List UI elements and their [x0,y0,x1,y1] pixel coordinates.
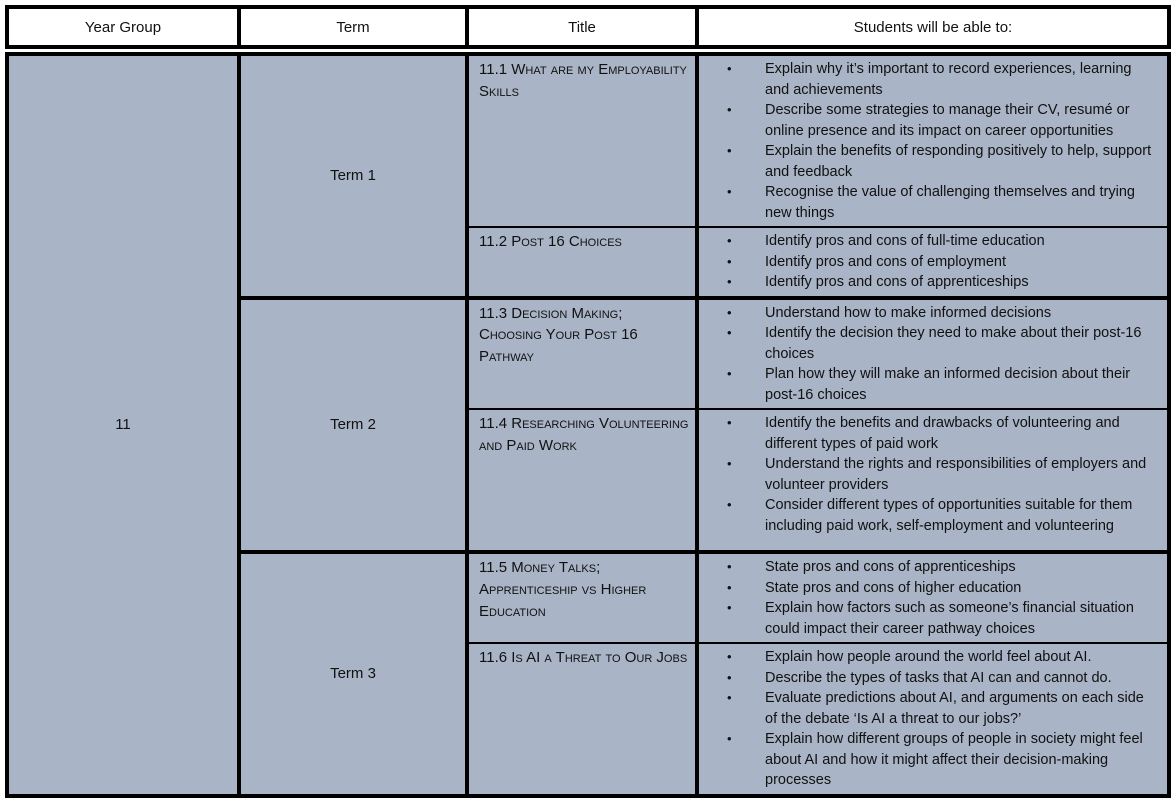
objective-item: • Explain how people around the world feel about AI. [699,647,1159,668]
unit-title-11-6: 11.6 Is AI a Threat to Our Jobs [467,643,697,796]
objective-item: • State pros and cons of apprenticeships [699,557,1159,578]
row-unit-11-1 [7,54,1169,227]
objective-item: • Explain the benefits of responding positively to help, support and feedback [699,141,1159,182]
objective-item: • Identify pros and cons of apprenticeships [699,272,1159,293]
objective-item: • Describe the types of tasks that AI can and cannot do. [699,668,1159,689]
objective-list [699,413,1159,536]
curriculum-table-body [5,52,1171,798]
objective-item: • Explain how factors such as someone’s financial situation could impact their career pathway choices [699,598,1159,639]
objective-item: • Identify pros and cons of employment [699,252,1159,273]
objectives-cell-11-2 [697,227,1169,298]
objective-item: • Explain why it’s important to record experiences, learning and achievements [699,59,1159,100]
objective-item: • Explain how different groups of people in society might feel about AI and how it might affect their decision-making processes [699,729,1159,791]
unit-title-11-5: 11.5 Money Talks; Apprenticeship vs Higher Education [467,552,697,643]
header-row [7,7,1169,47]
unit-title-11-1: 11.1 What are my Employability Skills [467,54,697,227]
col-header-year-group: Year Group [7,7,239,47]
objective-list [699,303,1159,406]
objective-item: • Understand the rights and responsibilities of employers and volunteer providers [699,454,1159,495]
term-3-cell: Term 3 [239,552,467,796]
objective-item: • Identify the decision they need to make about their post-16 choices [699,323,1159,364]
term-2-cell: Term 2 [239,298,467,553]
objective-item: • Consider different types of opportunities suitable for them including paid work, self-employment and volunteering [699,495,1159,536]
objectives-cell-11-1 [697,54,1169,227]
col-header-term: Term [239,7,467,47]
objective-list [699,231,1159,293]
objectives-cell-11-3 [697,298,1169,410]
objective-item: • Understand how to make informed decisions [699,303,1159,324]
objectives-cell-11-4 [697,409,1169,552]
objective-item: • Evaluate predictions about AI, and arguments on each side of the debate ‘Is AI a threat to our jobs?’ [699,688,1159,729]
objective-list [699,59,1159,223]
objective-list [699,557,1159,639]
objective-item: • Recognise the value of challenging themselves and trying new things [699,182,1159,223]
objective-item: • Identify the benefits and drawbacks of volunteering and different types of paid work [699,413,1159,454]
objectives-cell-11-6 [697,643,1169,796]
objective-item: • State pros and cons of higher education [699,578,1159,599]
objective-item: • Describe some strategies to manage their CV, resumé or online presence and its impact on career opportunities [699,100,1159,141]
objective-item: • Identify pros and cons of full-time education [699,231,1159,252]
objective-item: • Plan how they will make an informed decision about their post-16 choices [699,364,1159,405]
year-group-cell: 11 [7,54,239,796]
unit-title-11-2: 11.2 Post 16 Choices [467,227,697,298]
col-header-objectives: Students will be able to: [697,7,1169,47]
term-1-cell: Term 1 [239,54,467,298]
unit-title-11-3: 11.3 Decision Making; Choosing Your Post 16 Pathway [467,298,697,410]
objective-list [699,647,1159,791]
col-header-title: Title [467,7,697,47]
objectives-cell-11-5 [697,552,1169,643]
unit-title-11-4: 11.4 Researching Volunteering and Paid Work [467,409,697,552]
curriculum-table-header [5,5,1171,49]
